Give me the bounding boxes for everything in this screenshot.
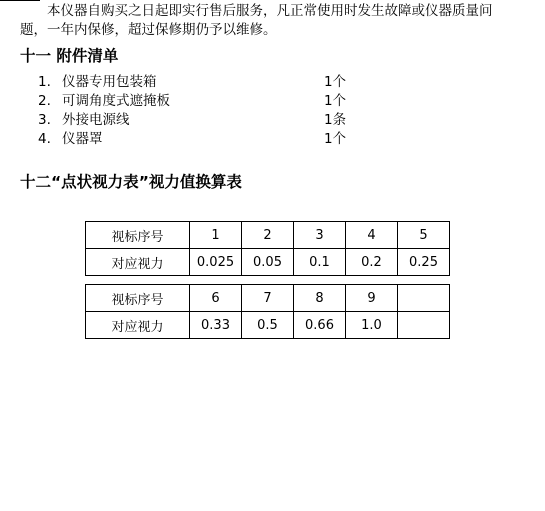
vision-cell: 0.05 [242,249,294,276]
row-label-vision: 对应视力 [86,249,190,276]
item-name: 外接电源线 [62,112,130,128]
row-label-index: 视标序号 [86,285,190,312]
list-item [38,92,346,111]
item-quantity: 1条 [324,112,347,128]
index-cell: 2 [242,222,294,249]
vision-cell: 0.5 [242,312,294,339]
section-11-heading: 十一 附件清单 [20,47,119,65]
item-quantity: 1个 [324,74,347,90]
index-cell: 1 [190,222,242,249]
item-number: 3. [38,112,51,128]
vision-cell [398,312,450,339]
table-row [86,249,450,276]
accessory-list [38,73,346,149]
item-name: 仪器专用包装箱 [62,74,157,90]
vision-cell: 0.025 [190,249,242,276]
row-label-index: 视标序号 [86,222,190,249]
index-cell: 5 [398,222,450,249]
item-number: 4. [38,131,51,147]
index-cell: 8 [294,285,346,312]
item-quantity: 1个 [324,93,347,109]
section-12-heading: 十二“点状视力表”视力值换算表 [20,173,242,191]
table-row [86,312,450,339]
list-item [38,111,346,130]
row-label-vision: 对应视力 [86,312,190,339]
vision-cell: 0.2 [346,249,398,276]
item-number: 2. [38,93,51,109]
vision-cell: 1.0 [346,312,398,339]
intro-paragraph [20,2,540,40]
index-cell: 6 [190,285,242,312]
index-cell: 4 [346,222,398,249]
top-rule [0,0,40,1]
index-cell: 9 [346,285,398,312]
list-item [38,130,346,149]
vision-table-1 [85,221,450,276]
vision-cell: 0.66 [294,312,346,339]
vision-table-2 [85,284,450,339]
list-item [38,73,346,92]
table-row [86,285,450,312]
item-name: 仪器罩 [62,131,103,147]
table-row [86,222,450,249]
vision-cell: 0.1 [294,249,346,276]
item-number: 1. [38,74,51,90]
index-cell: 3 [294,222,346,249]
vision-cell: 0.33 [190,312,242,339]
intro-line-2: 题，一年内保修，超过保修期仍予以维修。 [20,22,277,38]
index-cell: 7 [242,285,294,312]
item-quantity: 1个 [324,131,347,147]
index-cell [398,285,450,312]
vision-cell: 0.25 [398,249,450,276]
intro-line-1: 本仪器自购买之日起即实行售后服务，凡正常使用时发生故障或仪器质量问 [47,3,493,19]
item-name: 可调角度式遮掩板 [62,93,170,109]
